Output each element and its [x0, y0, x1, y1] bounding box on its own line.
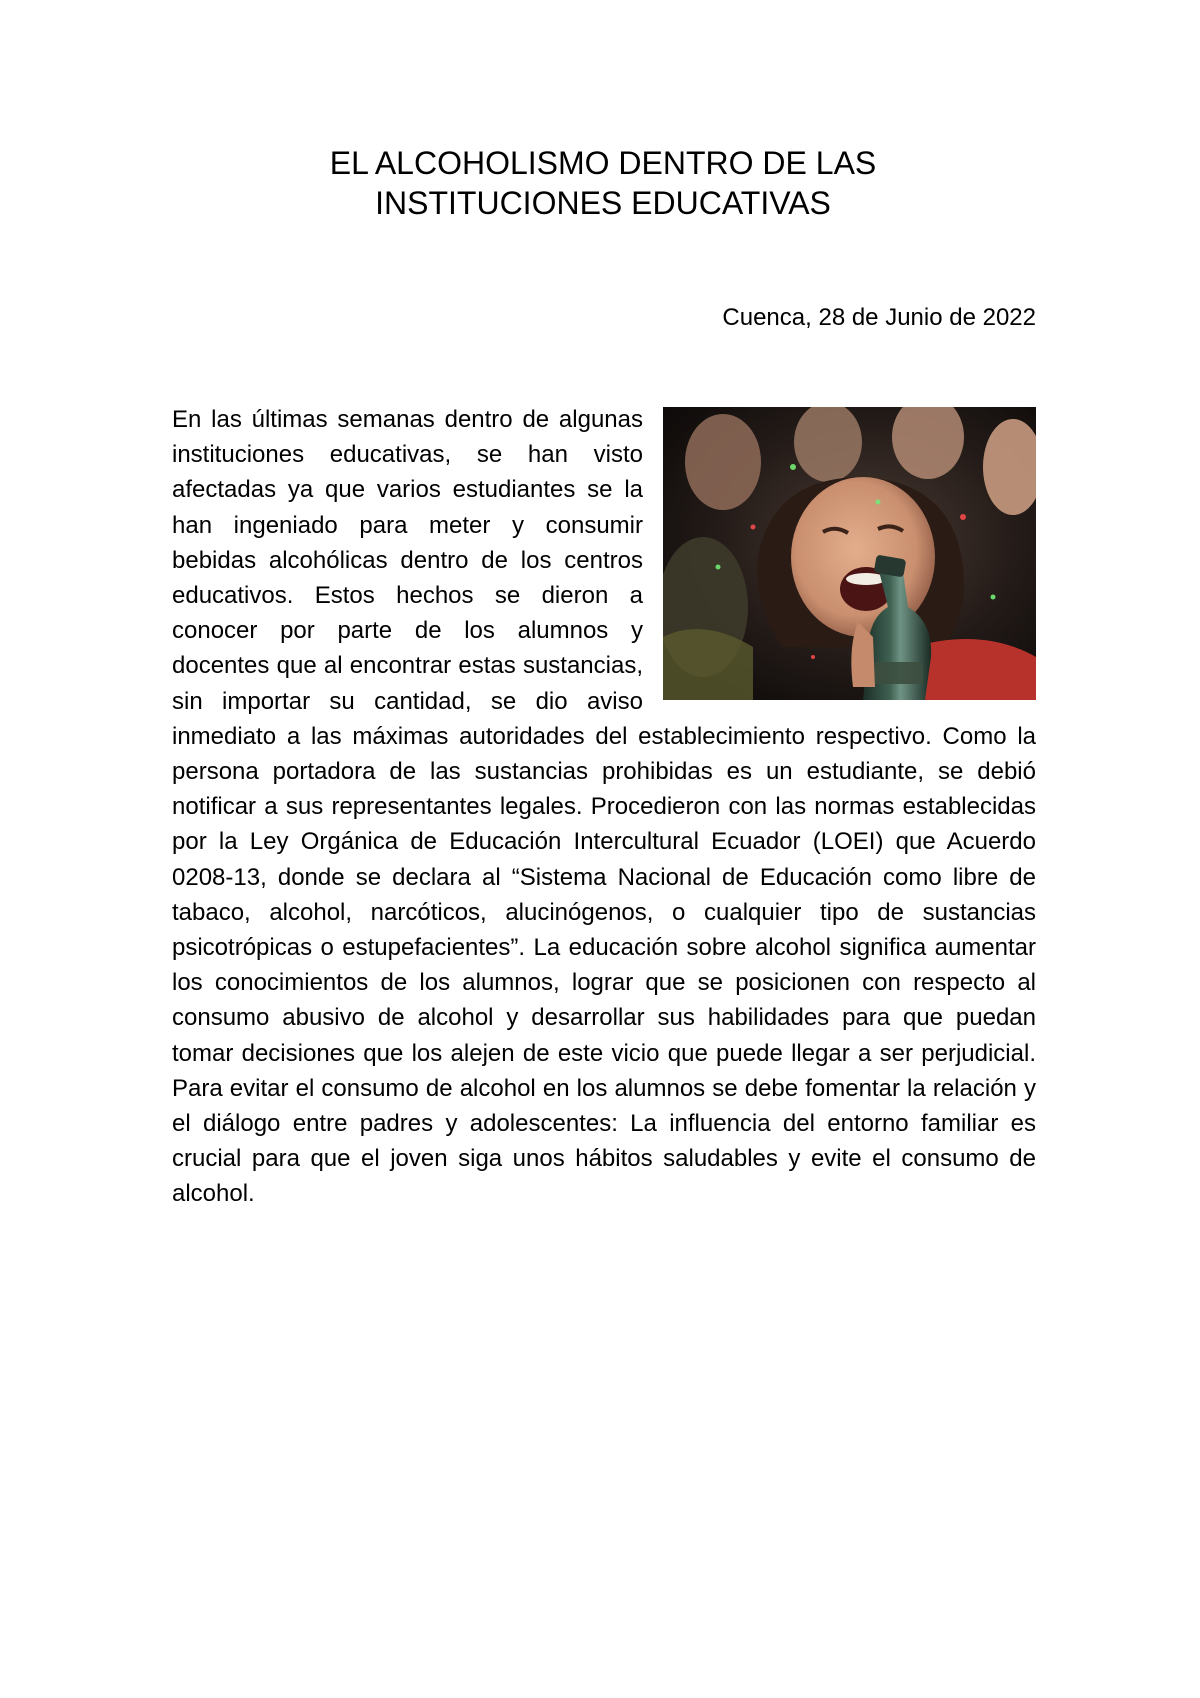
document-date: Cuenca, 28 de Junio de 2022: [722, 304, 1036, 331]
document-title: [172, 143, 1034, 223]
article-content: [172, 402, 1036, 1212]
photo-young-woman-drinking-from-bottle-icon: [663, 407, 1036, 700]
title-line-1: EL ALCOHOLISMO DENTRO DE LAS: [329, 145, 877, 181]
title-line-2: INSTITUCIONES EDUCATIVAS: [375, 185, 831, 221]
article-body: En las últimas semanas dentro de algunas instituciones educativas, se han visto afectadas ya que varios estudiantes se la han ingeniado para meter y consumir bebidas alcohólicas dentro de los centros educativos. Estos hechos se dieron a conocer por parte de los alumnos y docentes que al encontrar estas sustancias, sin importar su cantidad, se dio aviso inmediato a las máximas autoridades del establecimiento respectivo. Como la persona portadora de las sustancias prohibidas es un estudiante, se debió notificar a sus representantes legales. Procedieron con las normas establecidas por la Ley Orgánica de Educación Intercultural Ecuador (LOEI) que Acuerdo 0208-13, donde se declara al “Sistema Nacional de Educación como libre de tabaco, alcohol, narcóticos, alucinógenos, o cualquier tipo de sustancias psicotrópicas o estupefacientes”. La educación sobre alcohol significa aumentar los conocimientos de los alumnos, lograr que se posicionen con respecto al consumo abusivo de alcohol y desarrollar sus habilidades para que puedan tomar decisiones que los alejen de este vicio que puede llegar a ser perjudicial. Para evitar el consumo de alcohol en los alumnos se debe fomentar la relación y el diálogo entre padres y adolescentes: La influencia del entorno familiar es crucial para que el joven siga unos hábitos saludables y evite el consumo de alcohol.: [172, 406, 1036, 1208]
